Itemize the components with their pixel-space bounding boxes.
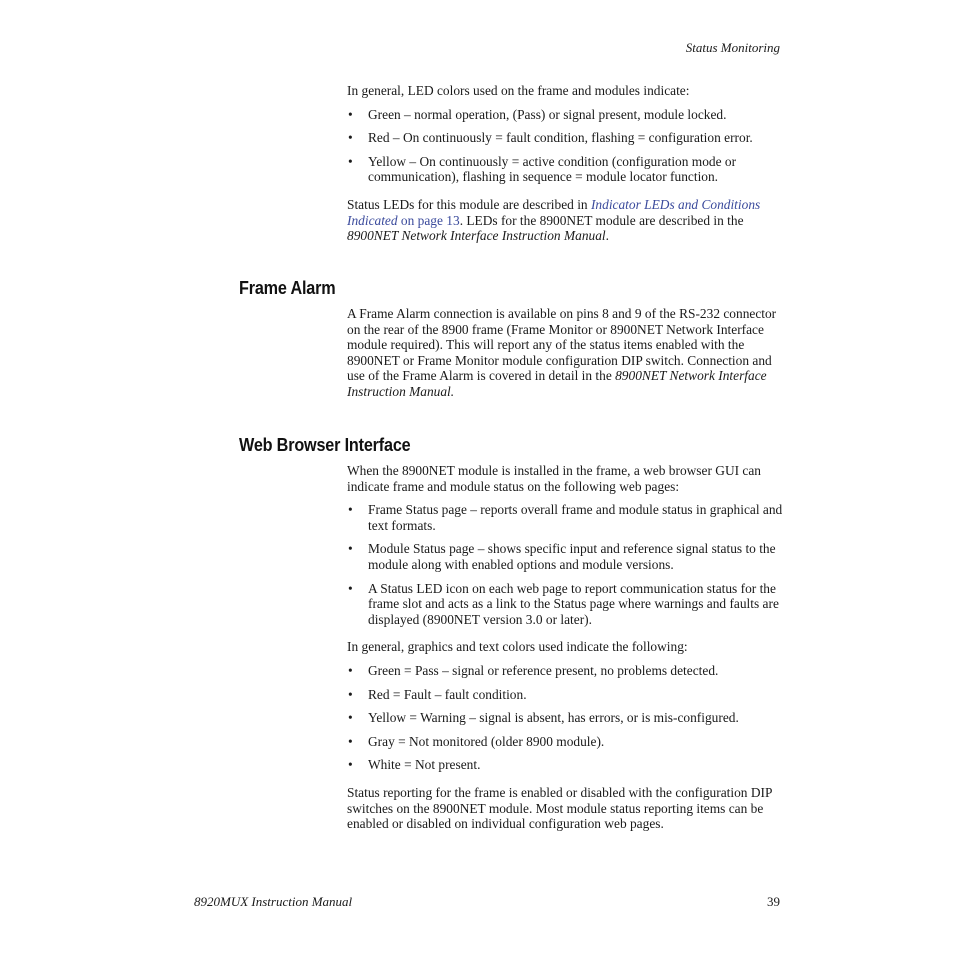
closing-paragraph: Status reporting for the frame is enabled or disabled with the configuration DIP switches on the 8900NET module. Most module status reporting items can be enabled or disabled on individual configuration web pages. — [347, 784, 772, 832]
indicator-leds-link[interactable]: Indicator LEDs and Conditions Indicated — [347, 196, 761, 228]
list-item: • White = Not present. — [347, 757, 783, 773]
status-colors-list — [347, 663, 783, 773]
list-item: • Green = Pass – signal or reference present, no problems detected. — [347, 663, 783, 679]
page-number: 39 — [767, 894, 780, 909]
list-item: • Red = Fault – fault condition. — [347, 687, 783, 703]
frame-alarm-section — [347, 306, 781, 400]
list-item: • Frame Status page – reports overall frame and module status in graphical and text formats. — [347, 502, 783, 533]
led-color-list — [347, 107, 787, 185]
web-browser-section — [347, 463, 783, 832]
list-item: • Green – normal operation, (Pass) or signal present, module locked. — [347, 107, 787, 123]
manual-reference: 8900NET Network Interface Instruction Manual — [347, 228, 606, 244]
footer-manual-title: 8920MUX Instruction Manual — [194, 894, 353, 909]
page-13-link[interactable]: on page 13 — [397, 212, 460, 228]
web-browser-heading: Web Browser Interface — [239, 435, 411, 455]
running-header: Status Monitoring — [685, 40, 780, 55]
web-pages-list — [347, 502, 783, 627]
list-item: • Yellow = Warning – signal is absent, has errors, or is mis-configured. — [347, 710, 783, 726]
list-item: • Module Status page – shows specific input and reference signal status to the module along with enabled options and module versions. — [347, 541, 783, 572]
led-reference-paragraph: Status LEDs for this module are described in Indicator LEDs and Conditions Indicated on page 13. LEDs for the 8900NET module are described in the 8900NET Network Interface Instruction Manual. — [347, 196, 761, 244]
list-item: • A Status LED icon on each web page to report communication status for the frame slot and acts as a link to the Status page where warnings and faults are displayed (8900NET version 3.0 or later). — [347, 581, 783, 628]
frame-alarm-heading: Frame Alarm — [239, 278, 336, 298]
colors-intro: In general, graphics and text colors used indicate the following: — [347, 639, 688, 655]
list-item: • Red – On continuously = fault condition, flashing = configuration error. — [347, 130, 787, 146]
web-browser-intro: When the 8900NET module is installed in the frame, a web browser GUI can indicate frame and module status on the following web pages: — [347, 463, 761, 494]
led-colors-section — [347, 83, 787, 244]
manual-reference: 8900NET Network Interface Instruction Manual. — [347, 368, 767, 399]
list-item: • Gray = Not monitored (older 8900 module). — [347, 734, 783, 750]
led-intro: In general, LED colors used on the frame and modules indicate: — [347, 83, 690, 98]
list-item: • Yellow – On continuously = active condition (configuration mode or communication), flashing in sequence = module locator function. — [347, 154, 780, 185]
frame-alarm-body: A Frame Alarm connection is available on pins 8 and 9 of the RS-232 connector on the rear of the 8900 frame (Frame Monitor or 8900NET Network Interface module required). This will report any of the status items enabled with the 8900NET or Frame Monitor module configuration DIP switch. Connection and use of the Frame Alarm is covered in detail in the 8900NET Network Interface Instruction Manual. — [347, 306, 777, 399]
